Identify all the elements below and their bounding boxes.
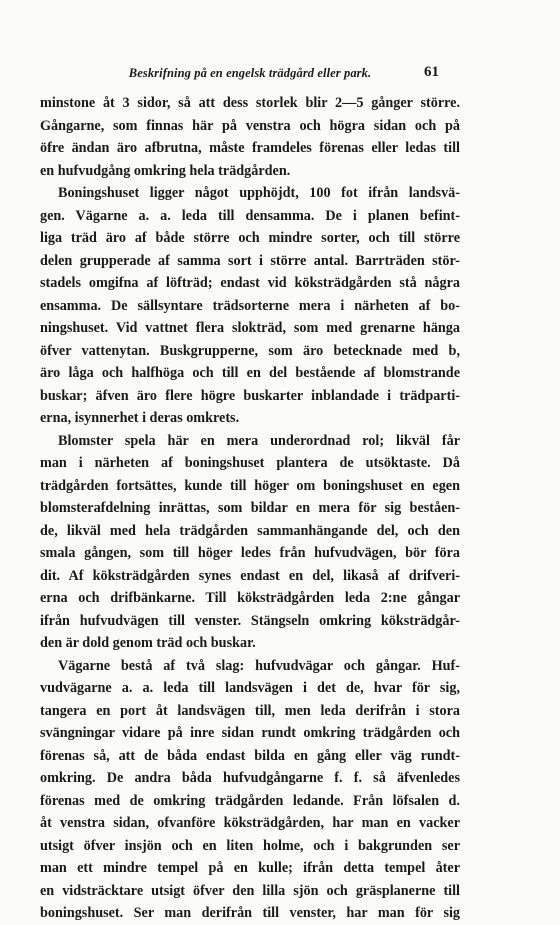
text-line: boningshuset. Ser man derifrån till venster, har man för sig: [40, 905, 460, 921]
body-text: [40, 92, 460, 925]
text-line: tangera en port åt landsvägen till, men leda derifrån i stora: [40, 702, 460, 719]
text-line: man i närheten af boningshuset plantera de utsöktaste. Då: [40, 455, 460, 471]
page-number: 61: [424, 64, 439, 80]
running-title: Beskrifning på en engelsk trädgård eller park.: [128, 66, 372, 80]
text-line: en vidsträcktare utsigt öfver den lilla sjön och gräsplanerne till: [40, 882, 460, 899]
text-line: äro låga och halfhöga och till en del bestående af blomstrande: [40, 365, 460, 381]
text-line: gen. Vägarne a. a. leda till densamma. De i planen befint-: [40, 207, 460, 224]
text-line: liga träd äro af både större och mindre sorter, och till större: [40, 230, 460, 246]
text-line: delen grupperade af samma sort i större antal. Barrträden stör-: [40, 252, 460, 269]
text-line: vudvägarne a. a. leda till landsvägen i det de, hvar för sig,: [40, 680, 460, 696]
text-line: Blomster spela här en mera underordnad rol; likväl får: [58, 432, 460, 449]
text-line: man ett mindre tempel på en kulle; ifrån detta tempel åter: [40, 860, 460, 876]
text-line: utsigt öfver insjön och en liten holme, och i bakgrunden ser: [40, 837, 460, 854]
text-line: förenas med de omkring trädgården ledande. Från löfsalen d.: [40, 792, 460, 809]
text-line: åt venstra sidan, ofvanföre köksträdgården, har man en vacker: [40, 815, 460, 831]
text-line: erna, isynnerhet i deras omkrets.: [40, 410, 240, 426]
text-line: Boningshuset ligger något upphöjdt, 100 fot ifrån landsvä-: [58, 185, 460, 201]
text-line: Gångarne, som finnas här på venstra och högra sidan och på: [40, 117, 460, 134]
text-line: förenas så, att de båda endast bilda en gång eller väg rundt-: [40, 747, 460, 764]
text-line: Vägarne bestå af två slag: hufvudvägar och gångar. Huf-: [58, 657, 460, 674]
text-line: öfre ändan äro afbrutna, måste framdeles förenas eller ledas till: [40, 140, 460, 156]
text-line: ningshuset. Vid vattnet flera slokträd, som med grenarne hänga: [40, 320, 460, 336]
text-line: stadels omgifna af löfträd; endast vid köksträdgården stå några: [40, 275, 460, 291]
text-line: den är dold genom träd och buskar.: [40, 635, 256, 651]
text-line: en hufvudgång omkring hela trädgården.: [40, 162, 291, 179]
text-line: blomsterafdelning inrättas, som bildar en mera för sig beståen-: [40, 500, 460, 516]
text-line: smala gången, som till höger ledes från hufvudvägen, bör föra: [40, 545, 460, 561]
text-line: svängningar vidare på inre sidan rundt omkring trädgården och: [40, 725, 460, 741]
text-line: de, likväl med hela trädgården sammanhängande del, och den: [40, 522, 460, 539]
text-line: dit. Af köksträdgården synes endast en del, likaså af drifveri-: [40, 567, 460, 584]
text-line: ifrån hufvudvägen till venster. Stängseln omkring köksträdgår-: [40, 612, 460, 629]
text-line: ensamma. De sällsyntare trädsorterne mera i närheten af bo-: [40, 297, 460, 314]
text-line: buskar; äfven äro flere högre buskarter inblandade i trädparti-: [40, 387, 460, 404]
text-line: omkring. De andra båda hufvudgångarne f. f. så äfvenledes: [40, 770, 460, 786]
text-line: minstone åt 3 sidor, så att dess storlek blir 2—5 gånger större.: [40, 95, 460, 111]
text-line: trädgården fortsättes, kunde till höger om boningshuset en egen: [40, 477, 460, 494]
text-line: erna och drifbänkarne. Till köksträdgården leda 2:ne gångar: [40, 590, 460, 606]
text-line: öfver vattenytan. Buskgrupperne, som äro betecknade med b,: [40, 342, 460, 359]
